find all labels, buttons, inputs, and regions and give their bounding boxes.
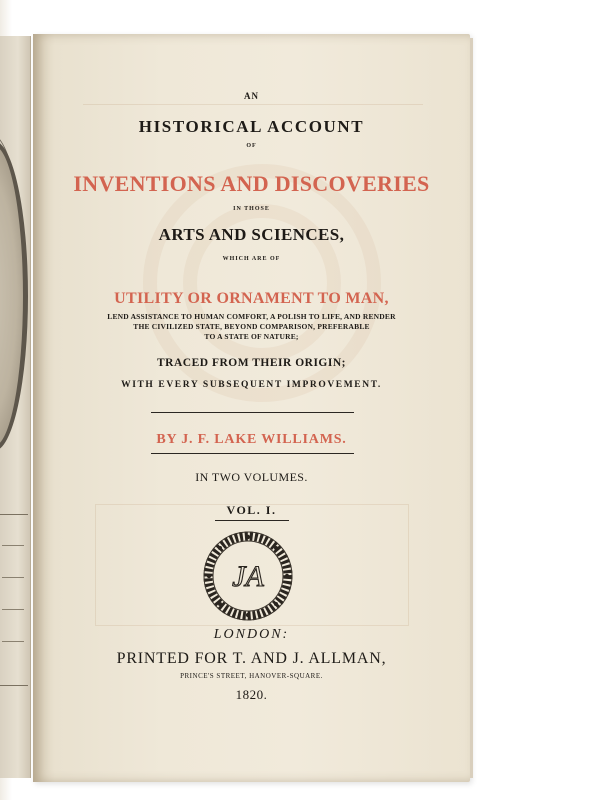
subtitle-line-2: THE CIVILIZED STATE, BEYOND COMPARISON, PREFERABLE — [133, 322, 370, 331]
imprint-london: LONDON: — [213, 627, 290, 642]
title-which-are-of: WHICH ARE OF — [222, 256, 281, 262]
left-plate-page — [0, 36, 31, 778]
rule-below-author — [151, 453, 354, 454]
title-historical-account: HISTORICAL ACCOUNT — [138, 117, 365, 136]
title-utility: UTILITY OR ORNAMENT TO MAN, — [114, 290, 389, 307]
volume-number: VOL. I. — [226, 503, 277, 517]
rule-below-volume — [215, 520, 289, 521]
title-arts-sciences: ARTS AND SCIENCES, — [158, 225, 345, 244]
subtitle-line-3: TO A STATE OF NATURE; — [204, 332, 299, 341]
title-an: AN — [244, 91, 259, 101]
imprint-year: 1820. — [235, 687, 268, 702]
page-edge — [470, 38, 473, 778]
subtitle-lend-assistance — [33, 312, 470, 342]
author-line: BY J. F. LAKE WILLIAMS. — [156, 432, 347, 447]
volumes-line: IN TWO VOLUMES. — [195, 470, 308, 484]
title-traced: TRACED FROM THEIR ORIGIN; — [157, 357, 346, 369]
title-inventions: INVENTIONS AND DISCOVERIES — [73, 171, 430, 196]
show-through-rule — [83, 104, 423, 105]
plate-oval-illustration — [0, 141, 28, 451]
subtitle-line-1: LEND ASSISTANCE TO HUMAN COMFORT, A POLISH TO LIFE, AND RENDER — [107, 312, 396, 321]
monogram-letters: JA — [232, 560, 264, 593]
title-in-those: IN THOSE — [233, 206, 270, 212]
rule-above-author — [151, 412, 354, 413]
plate-table-fragment — [0, 514, 28, 686]
title-of: OF — [246, 143, 257, 149]
title-with-every: WITH EVERY SUBSEQUENT IMPROVEMENT. — [121, 380, 382, 390]
imprint-printer: PRINTED FOR T. AND J. ALLMAN, — [116, 650, 387, 667]
imprint-street: PRINCE'S STREET, HANOVER-SQUARE. — [180, 672, 323, 680]
monogram-wreath-vignette — [203, 531, 293, 621]
title-page — [33, 34, 470, 782]
